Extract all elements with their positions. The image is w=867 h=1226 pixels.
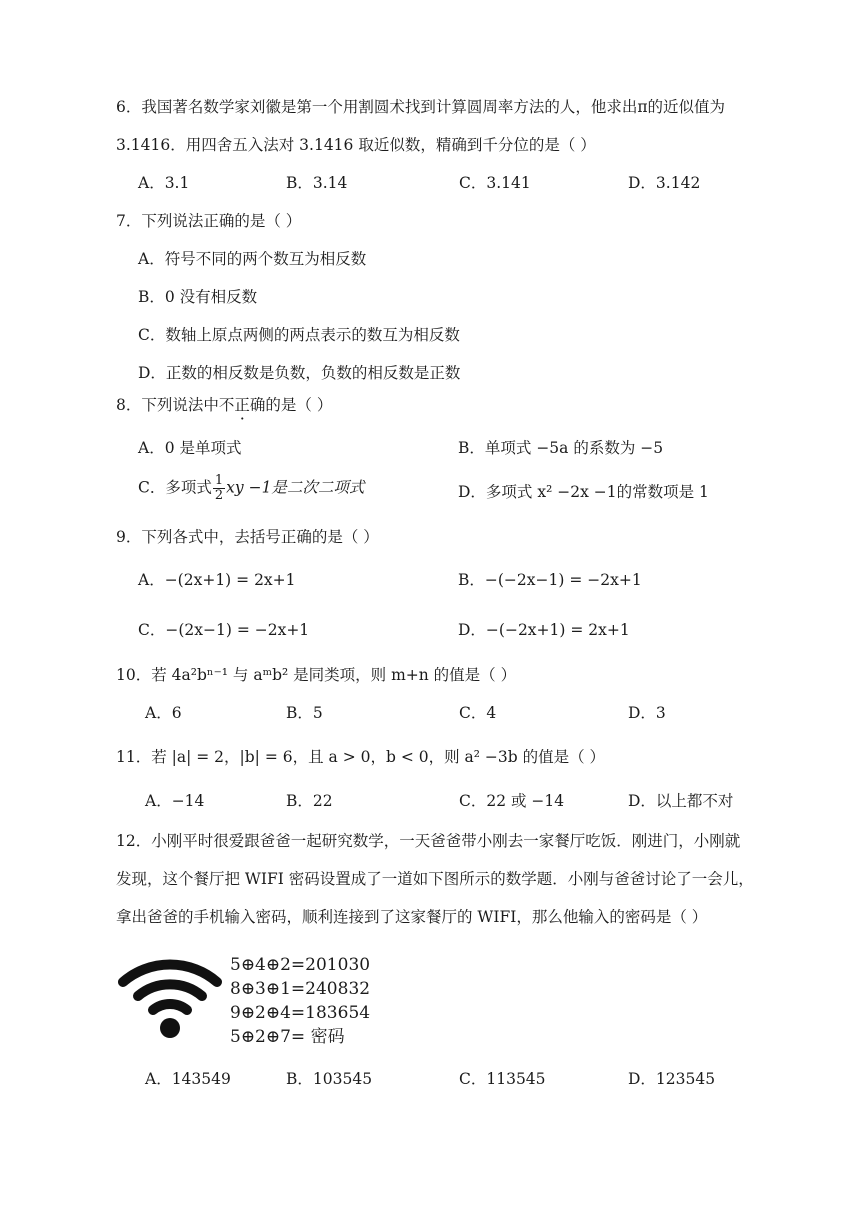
q6-option-a[interactable]: A．3.1	[138, 174, 190, 192]
q9-option-d[interactable]: D．−(−2x+1) = 2x+1	[458, 621, 630, 639]
q9-option-a[interactable]: A．−(2x+1) = 2x+1	[138, 571, 296, 589]
fraction-denominator: 2	[214, 488, 224, 503]
q7-option-b[interactable]: B．0 没有相反数	[138, 288, 258, 306]
q8-stem-emphasis: 不正确	[218, 396, 266, 414]
q12-option-b[interactable]: B．103545	[286, 1070, 373, 1088]
q10-option-a[interactable]: A．6	[145, 704, 182, 722]
q6-option-c[interactable]: C．3.141	[459, 174, 531, 192]
equation-1: 5⊕4⊕2=201030	[230, 955, 371, 975]
q12-line1: 12．小刚平时很爱跟爸爸一起研究数学，一天爸爸带小刚去一家餐厅吃饭．刚进门，小刚就	[116, 832, 741, 850]
q8-stem-suffix: 的是（ ）	[265, 396, 333, 414]
q7-option-c[interactable]: C．数轴上原点两侧的两点表示的数互为相反数	[138, 326, 460, 344]
q8-stem	[116, 394, 332, 416]
equation-2: 8⊕3⊕1=240832	[230, 979, 371, 999]
q11-option-c[interactable]: C．22 或 −14	[459, 792, 565, 810]
q9-option-c[interactable]: C．−(2x−1) = −2x+1	[138, 621, 310, 639]
q6-option-b[interactable]: B．3.14	[286, 174, 348, 192]
q12-option-d[interactable]: D．123545	[628, 1070, 716, 1088]
equation-4: 5⊕2⊕7= 密码	[230, 1027, 345, 1047]
q9-stem: 9．下列各式中，去括号正确的是（ ）	[116, 528, 379, 546]
q7-option-d[interactable]: D．正数的相反数是负数，负数的相反数是正数	[138, 364, 461, 382]
q12-option-a[interactable]: A．143549	[145, 1070, 231, 1088]
q9-option-b[interactable]: B．−(−2x−1) = −2x+1	[458, 571, 642, 589]
q6-option-d[interactable]: D．3.142	[628, 174, 701, 192]
q11-option-a[interactable]: A．−14	[145, 792, 205, 810]
equation-3: 9⊕2⊕4=183654	[230, 1003, 371, 1023]
q8-option-d[interactable]: D．多项式 x² −2x −1的常数项是 1	[458, 483, 709, 501]
q12-line3: 拿出爸爸的手机输入密码，顺利连接到了这家餐厅的 WIFI，那么他输入的密码是（ ）	[116, 908, 708, 926]
q6-line1: 6．我国著名数学家刘徽是第一个用割圆术找到计算圆周率方法的人，他求出π的近似值为	[116, 98, 726, 116]
q8-option-c[interactable]	[138, 474, 364, 503]
wifi-icon	[118, 958, 228, 1040]
q12-option-c[interactable]: C．113545	[459, 1070, 546, 1088]
q8-option-c-suffix: xy −1是二次二项式	[226, 478, 365, 497]
q6-line2: 3.1416．用四舍五入法对 3.1416 取近似数，精确到千分位的是（ ）	[116, 136, 596, 154]
q8-option-a[interactable]: A．0 是单项式	[138, 439, 242, 457]
q8-option-b[interactable]: B．单项式 −5a 的系数为 −5	[458, 439, 664, 457]
q7-option-a[interactable]: A．符号不同的两个数互为相反数	[138, 250, 367, 268]
fraction-one-half	[213, 474, 225, 503]
q11-stem: 11．若 |a| = 2，|b| = 6，且 a > 0，b < 0，则 a² −3b 的值是（ ）	[116, 748, 606, 766]
q7-stem: 7．下列说法正确的是（ ）	[116, 212, 302, 230]
q10-stem: 10．若 4a²bⁿ⁻¹ 与 aᵐb² 是同类项，则 m+n 的值是（ ）	[116, 666, 517, 684]
q10-option-c[interactable]: C．4	[459, 704, 497, 722]
fraction-numerator: 1	[214, 473, 224, 488]
q8-option-c-prefix: C．多项式	[138, 478, 212, 497]
q10-option-d[interactable]: D．3	[628, 704, 666, 722]
q11-option-d[interactable]: D．以上都不对	[628, 792, 734, 810]
q12-line2: 发现，这个餐厅把 WIFI 密码设置成了一道如下图所示的数学题．小刚与爸爸讨论了一会儿，	[116, 870, 754, 888]
q11-option-b[interactable]: B．22	[286, 792, 333, 810]
q10-option-b[interactable]: B．5	[286, 704, 323, 722]
q8-stem-prefix: 8．下列说法中	[116, 396, 219, 414]
